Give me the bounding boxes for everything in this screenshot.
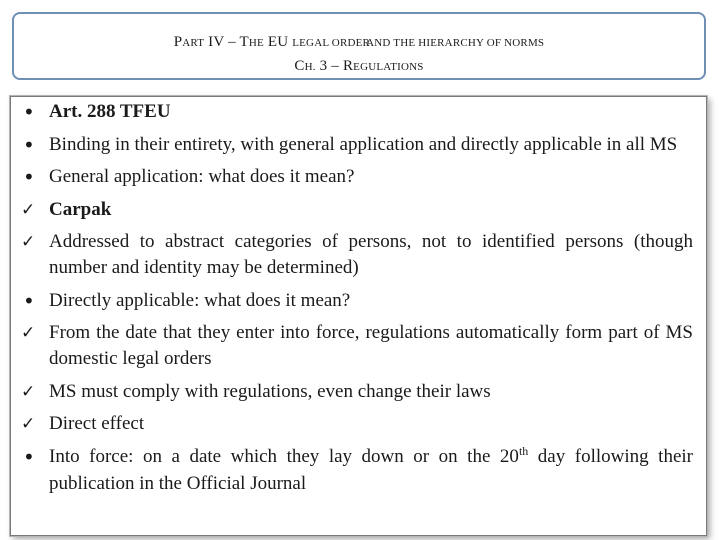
- checkmark-icon: ✓: [21, 381, 36, 402]
- title-part-number: IV –: [204, 34, 240, 50]
- list-item-text: Direct effect: [49, 413, 145, 434]
- list-item: [17, 444, 693, 497]
- checkmark-icon: ✓: [21, 232, 36, 252]
- list-item-text: Addressed to abstract categories of persons, not to identified persons (though number and identity may be determined): [49, 231, 693, 278]
- list-item: [17, 411, 693, 437]
- list-item-text-end: day following their publication in the Official Journal: [49, 445, 693, 494]
- title-the-initial: T: [239, 34, 249, 50]
- title-ch-number: 3 –: [315, 58, 343, 74]
- title-reg-initial: R: [342, 58, 354, 74]
- list-item-text: [49, 443, 693, 494]
- title-part-rest: ART: [182, 37, 205, 49]
- list-item-text: MS must comply with regulations, even change their laws: [49, 380, 491, 402]
- list-item: [17, 320, 693, 372]
- title-hierarchy: AND THE HIERARCHY OF NORMS: [366, 37, 545, 49]
- checkmark-icon: ✓: [21, 414, 36, 434]
- list-item: [17, 229, 693, 281]
- bullet-icon: •: [23, 100, 35, 124]
- bullet-icon: •: [23, 288, 35, 313]
- checkmark-icon: ✓: [21, 323, 36, 343]
- content-box: [10, 96, 707, 536]
- list-item-text-start: Into force: on a date which they lay down or on the 20: [49, 445, 519, 467]
- title-eu: EU: [263, 34, 293, 50]
- slide-title-box: [12, 12, 706, 80]
- list-item: [17, 288, 693, 314]
- list-item-text: Directly applicable: what does it mean?: [49, 289, 351, 311]
- list-item: [17, 164, 693, 190]
- bullet-icon: •: [23, 165, 35, 189]
- list-item: [17, 132, 693, 158]
- list-item-text: Binding in their entirety, with general application and directly applicable in all MS: [49, 133, 678, 155]
- slide-title-line-1: [14, 34, 704, 51]
- title-reg-rest: EGULATIONS: [353, 61, 424, 73]
- title-ch-initial: C: [294, 58, 305, 74]
- list-item: [17, 99, 693, 125]
- bullet-icon: •: [23, 132, 35, 157]
- list-item-text: Carpak: [49, 198, 112, 220]
- list-item-text: From the date that they enter into force, regulations automatically form part of MS domestic legal orders: [49, 322, 693, 369]
- list-item-text: Art. 288 TFEU: [49, 101, 171, 122]
- list-item-text: General application: what does it mean?: [49, 166, 355, 187]
- bullet-list: [17, 99, 693, 503]
- checkmark-icon: ✓: [21, 199, 36, 220]
- list-item: [17, 197, 693, 223]
- title-the-rest: HE: [248, 37, 264, 49]
- ordinal-superscript: th: [518, 443, 529, 458]
- title-legal-order: LEGAL ORDER: [292, 37, 371, 49]
- list-item: [17, 379, 693, 405]
- slide-title-line-2: [14, 58, 704, 75]
- bullet-icon: •: [23, 444, 35, 469]
- title-part-initial: P: [173, 34, 183, 50]
- title-ch-rest: H.: [304, 61, 316, 73]
